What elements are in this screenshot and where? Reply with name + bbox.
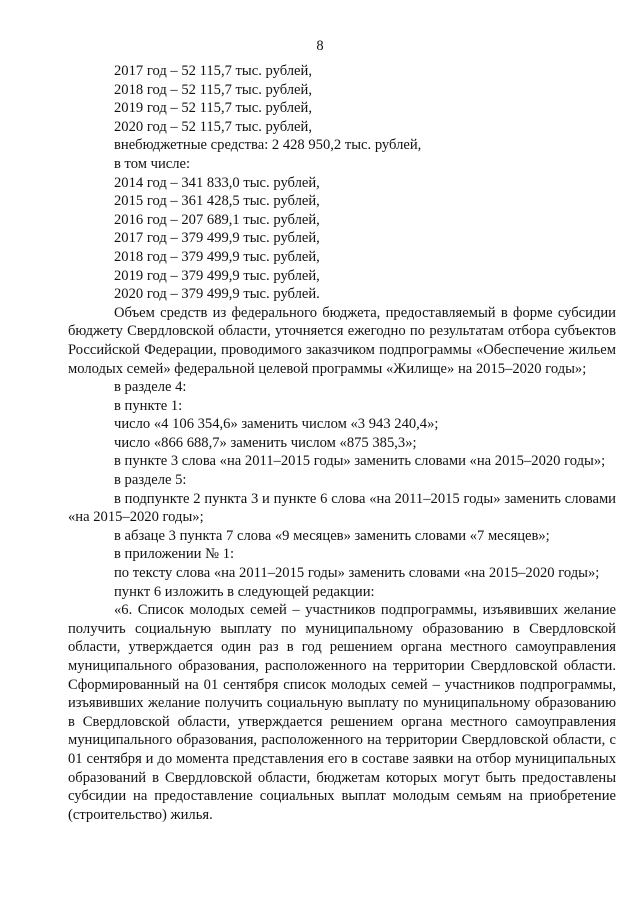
extrabudget-line-2017: 2017 год – 379 499,9 тыс. рублей, [114,230,320,247]
appendix-1-heading: в приложении № 1: [114,546,235,563]
section-5-heading: в разделе 5: [114,472,187,489]
extrabudget-line-2015: 2015 год – 361 428,5 тыс. рублей, [114,193,320,210]
number-replace-line-1: число «4 106 354,6» заменить числом «3 943 240,4»; [114,416,439,433]
including-line: в том числе: [114,155,191,172]
extrabudget-line-2018: 2018 год – 379 499,9 тыс. рублей, [114,248,320,265]
extrabudget-line-2020: 2020 год – 379 499,9 тыс. рублей. [114,286,320,303]
paragraph-3-item-7-line: в абзаце 3 пункта 7 слова «9 месяцев» заменить словами «7 месяцев»; [114,527,550,544]
item-6-heading: пункт 6 изложить в следующей редакции: [114,583,375,600]
item-1-heading: в пункте 1: [114,397,183,414]
funding-line-2019: 2019 год – 52 115,7 тыс. рублей, [114,100,312,117]
document-body [68,62,616,824]
funding-line-2018: 2018 год – 52 115,7 тыс. рублей, [114,81,312,98]
extrabudget-line-2014: 2014 год – 341 833,0 тыс. рублей, [114,174,320,191]
subitem-paragraph: в подпункте 2 пункта 3 и пункте 6 слова «на 2011–2015 годы» заменить словами «на 2015–2020 годы»; [68,490,616,526]
section-4-heading: в разделе 4: [114,379,187,396]
page-number: 8 [316,38,324,54]
item-6-new-text-paragraph: «6. Список молодых семей – участников подпрограммы, изъявивших желание получить социальную выплату по муниципальному образованию в Свердловской области, утверждается один раз в год решением органа местного самоуправления муниципального образования, расположенного на территории Свердловской области. Сформированный на 01 сентября список молодых семей – участников подпрограммы, изъявивших желание получить социальную выплату по муниципальному образованию в Свердловской области, утверждается решением органа местного самоуправления муниципального образования, расположенного на территории Свердловской области, с 01 сентября и до момента представления его в составе заявки на отбор муниципальных образований в Свердловской области, бюджетам которых могут быть предоставлены субсидии на предоставление социальных выплат молодым семьям на приобретение (строительство) жилья. [68,602,616,823]
funding-line-2020: 2020 год – 52 115,7 тыс. рублей, [114,118,312,135]
extrabudget-total-line: внебюджетные средства: 2 428 950,2 тыс. рублей, [114,137,422,154]
extrabudget-line-2016: 2016 год – 207 689,1 тыс. рублей, [114,211,320,228]
federal-budget-paragraph: Объем средств из федерального бюджета, предоставляемый в форме субсидии бюджету Свердловской области, уточняется ежегодно по результатам отбора субъектов Российской Федерации, проводимого заказчиком подпрограммы «Обеспечение жильем молодых семей» федеральной целевой программы «Жилище» на 2015–2020 годы»; [68,304,616,377]
funding-line-2017: 2017 год – 52 115,7 тыс. рублей, [114,63,312,79]
extrabudget-line-2019: 2019 год – 379 499,9 тыс. рублей, [114,267,320,284]
text-words-paragraph: по тексту слова «на 2011–2015 годы» заменить словами «на 2015–2020 годы»; [114,565,600,582]
item-3-paragraph: в пункте 3 слова «на 2011–2015 годы» заменить словами «на 2015–2020 годы»; [114,453,606,470]
number-replace-line-2: число «866 688,7» заменить числом «875 385,3»; [114,434,417,451]
